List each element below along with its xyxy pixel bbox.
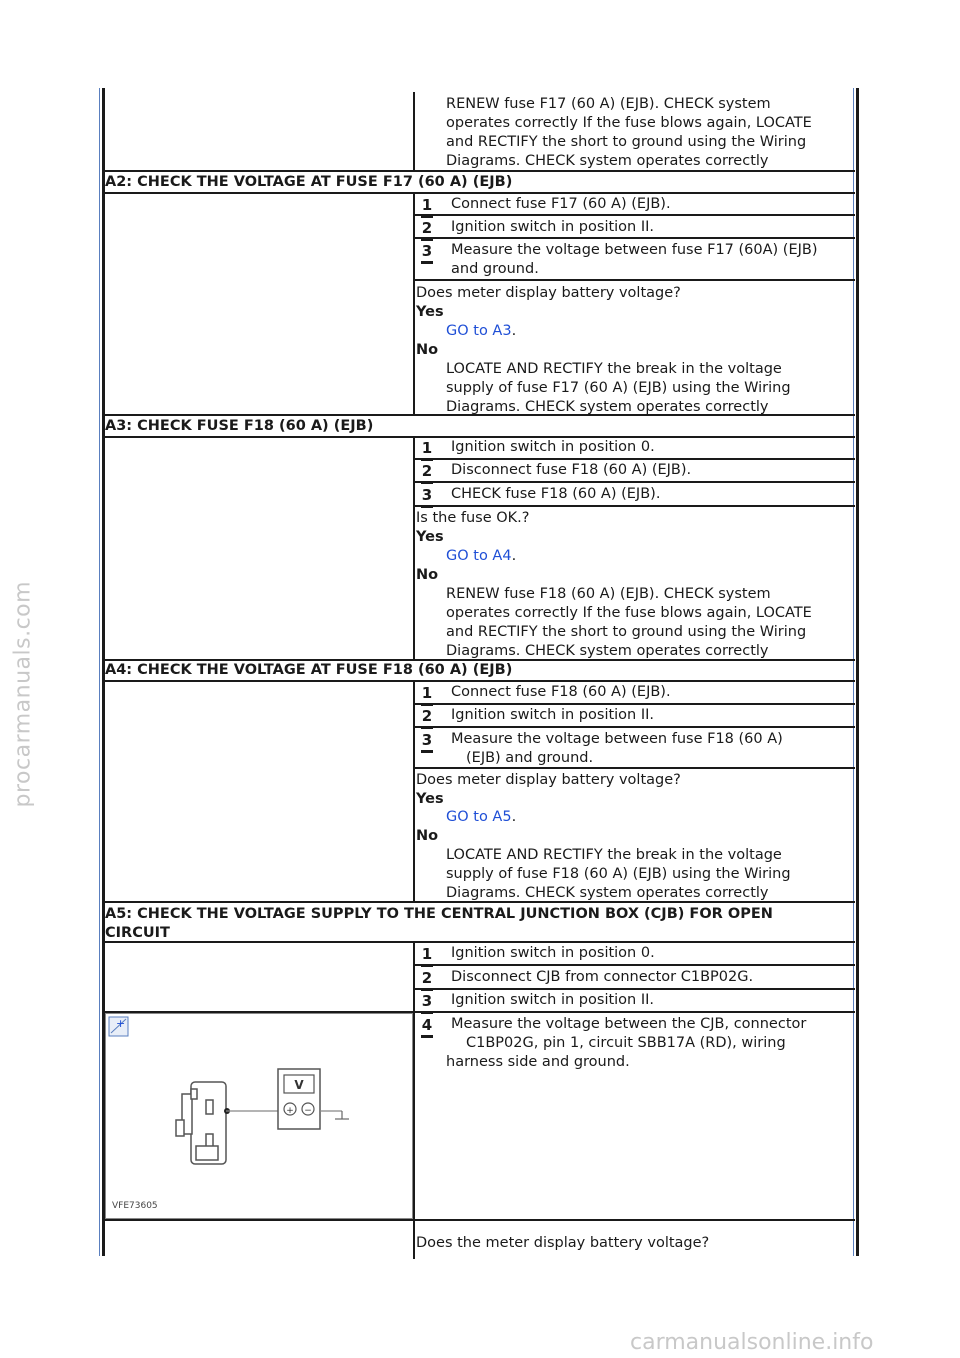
col-divider bbox=[413, 192, 415, 414]
a2-step-3-text-2: and ground. bbox=[451, 261, 539, 277]
a5-question: Does the meter display battery voltage? bbox=[416, 1235, 710, 1251]
a3-header: A3: CHECK FUSE F18 (60 A) (EJB) bbox=[105, 418, 374, 434]
a2-step-3-number: 3 bbox=[421, 241, 433, 264]
a4-step-2-text: Ignition switch in position II. bbox=[451, 707, 655, 723]
a2-no-label: No bbox=[416, 342, 439, 358]
a3-step-1-text: Ignition switch in position 0. bbox=[451, 439, 655, 455]
col-divider bbox=[413, 680, 415, 902]
a4-no-line-2: supply of fuse F18 (60 A) (EJB) using the Wiring bbox=[446, 866, 791, 882]
step-rule bbox=[415, 279, 855, 281]
row-rule bbox=[103, 680, 855, 682]
renew-line-3: and RECTIFY the short to ground using the Wiring bbox=[446, 134, 807, 150]
a3-yes-line: GO to A4. bbox=[446, 548, 517, 564]
a5-step-4-text-3: harness side and ground. bbox=[446, 1054, 630, 1070]
a2-step-1-text: Connect fuse F17 (60 A) (EJB). bbox=[451, 196, 671, 212]
voltmeter-icon bbox=[278, 1069, 320, 1129]
renew-line-2: operates correctly If the fuse blows again, LOCATE bbox=[446, 115, 812, 131]
wiring-diagram bbox=[106, 1014, 412, 1218]
plus-terminal: + bbox=[286, 1106, 294, 1116]
a4-step-3-text-1: Measure the voltage between fuse F18 (60 A) bbox=[451, 731, 783, 747]
renew-line-1: RENEW fuse F17 (60 A) (EJB). CHECK system bbox=[446, 96, 771, 112]
a2-yes-line: GO to A3. bbox=[446, 323, 517, 339]
bottom-watermark: carmanualsonline.info bbox=[630, 1330, 874, 1355]
connector-drawing bbox=[176, 1082, 226, 1164]
a4-yes-line: GO to A5. bbox=[446, 809, 517, 825]
a4-no-line-3: Diagrams. CHECK system operates correctly bbox=[446, 885, 769, 901]
a4-step-3-text-2: (EJB) and ground. bbox=[466, 750, 594, 766]
step-rule bbox=[415, 237, 855, 239]
a3-step-3-text: CHECK fuse F18 (60 A) (EJB). bbox=[451, 486, 661, 502]
a2-no-line-3: Diagrams. CHECK system operates correctly bbox=[446, 399, 769, 415]
a2-step-1-number: 1 bbox=[421, 195, 433, 218]
a4-no-line-1: LOCATE AND RECTIFY the break in the voltage bbox=[446, 847, 782, 863]
a3-no-line-1: RENEW fuse F18 (60 A) (EJB). CHECK system bbox=[446, 586, 771, 602]
a4-go-link[interactable]: GO to A5 bbox=[446, 809, 512, 825]
a3-no-line-2: operates correctly If the fuse blows again, LOCATE bbox=[446, 605, 812, 621]
a2-step-3-text-1: Measure the voltage between fuse F17 (60A) (EJB) bbox=[451, 242, 818, 258]
minus-terminal: − bbox=[304, 1106, 312, 1116]
svg-text:+: + bbox=[116, 1017, 126, 1030]
a2-header: A2: CHECK THE VOLTAGE AT FUSE F17 (60 A) (EJB) bbox=[105, 174, 513, 190]
a3-yes-label: Yes bbox=[416, 529, 444, 545]
a5-step-4-text-1: Measure the voltage between the CJB, connector bbox=[451, 1016, 807, 1032]
a4-no-label: No bbox=[416, 828, 439, 844]
a5-figure bbox=[105, 1013, 413, 1219]
a2-no-line-2: supply of fuse F17 (60 A) (EJB) using the Wiring bbox=[446, 380, 791, 396]
renew-line-4: Diagrams. CHECK system operates correctly bbox=[446, 153, 769, 169]
row-rule bbox=[103, 941, 855, 943]
col-divider bbox=[413, 92, 415, 170]
side-watermark: procarmanuals.com bbox=[10, 580, 36, 808]
zoom-icon[interactable] bbox=[109, 1017, 128, 1036]
step-rule bbox=[415, 767, 855, 769]
step-rule bbox=[415, 481, 855, 483]
a3-step-1-number: 1 bbox=[421, 438, 433, 461]
row-rule bbox=[105, 1219, 855, 1221]
figure-code: VFE73605 bbox=[112, 1201, 158, 1211]
a5-step-2-text: Disconnect CJB from connector C1BP02G. bbox=[451, 969, 754, 985]
a5-step-4-text-2: C1BP02G, pin 1, circuit SBB17A (RD), wiring bbox=[466, 1035, 786, 1051]
a3-no-label: No bbox=[416, 567, 439, 583]
row-rule bbox=[103, 901, 855, 903]
a2-step-2-text: Ignition switch in position II. bbox=[451, 219, 655, 235]
a5-header-1: A5: CHECK THE VOLTAGE SUPPLY TO THE CENTRAL JUNCTION BOX (CJB) FOR OPEN bbox=[105, 906, 773, 922]
a2-yes-label: Yes bbox=[416, 304, 444, 320]
col-divider bbox=[413, 436, 415, 660]
step-rule bbox=[415, 964, 855, 966]
a3-step-3-number: 3 bbox=[421, 485, 433, 508]
a3-step-2-text: Disconnect fuse F18 (60 A) (EJB). bbox=[451, 462, 692, 478]
a3-no-line-3: and RECTIFY the short to ground using the Wiring bbox=[446, 624, 807, 640]
step-rule bbox=[415, 458, 855, 460]
a5-step-1-number: 1 bbox=[421, 944, 433, 967]
a3-step-2-number: 2 bbox=[421, 461, 433, 484]
a4-header: A4: CHECK THE VOLTAGE AT FUSE F18 (60 A) (EJB) bbox=[105, 662, 513, 678]
a2-question: Does meter display battery voltage? bbox=[416, 285, 681, 301]
a5-step-4-number: 4 bbox=[421, 1015, 433, 1038]
a4-step-1-number: 1 bbox=[421, 683, 433, 706]
page-right-border bbox=[853, 88, 859, 1256]
a3-no-line-4: Diagrams. CHECK system operates correctly bbox=[446, 643, 769, 659]
a3-question: Is the fuse OK.? bbox=[416, 510, 530, 526]
step-rule bbox=[415, 214, 855, 216]
row-rule bbox=[103, 192, 855, 194]
a5-step-1-text: Ignition switch in position 0. bbox=[451, 945, 655, 961]
step-rule bbox=[415, 726, 855, 728]
a4-yes-label: Yes bbox=[416, 791, 444, 807]
a5-step-2-number: 2 bbox=[421, 968, 433, 991]
step-rule bbox=[415, 703, 855, 705]
a4-step-1-text: Connect fuse F18 (60 A) (EJB). bbox=[451, 684, 671, 700]
a4-step-3-number: 3 bbox=[421, 730, 433, 753]
a4-step-2-number: 2 bbox=[421, 706, 433, 729]
a4-question: Does meter display battery voltage? bbox=[416, 772, 681, 788]
step-rule bbox=[415, 505, 855, 507]
a5-step-3-text: Ignition switch in position II. bbox=[451, 992, 655, 1008]
ground-icon bbox=[335, 1111, 349, 1119]
a3-go-link[interactable]: GO to A4 bbox=[446, 548, 512, 564]
a5-header-2: CIRCUIT bbox=[105, 925, 170, 941]
meter-label: V bbox=[294, 1078, 304, 1092]
a2-no-line-1: LOCATE AND RECTIFY the break in the voltage bbox=[446, 361, 782, 377]
a2-step-2-number: 2 bbox=[421, 218, 433, 241]
a5-step-3-number: 3 bbox=[421, 991, 433, 1014]
a2-go-link[interactable]: GO to A3 bbox=[446, 323, 512, 339]
step-rule bbox=[415, 988, 855, 990]
